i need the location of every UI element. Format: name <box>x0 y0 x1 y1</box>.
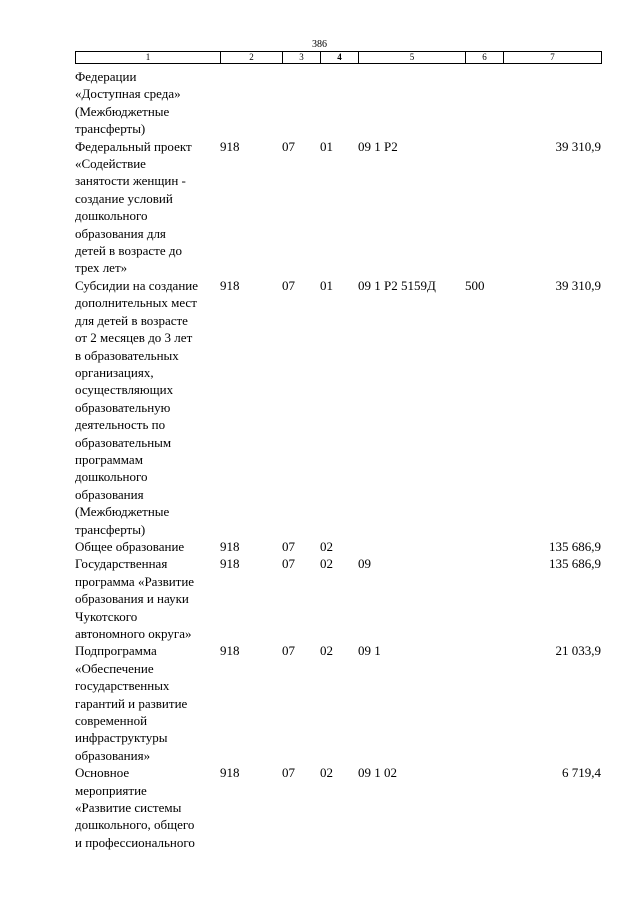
row-name-cell: Основное мероприятие «Развитие системы дошкольного, общего и профессионального <box>75 765 195 850</box>
column-header: 4 <box>321 52 359 64</box>
row-value-cell <box>282 68 320 138</box>
row-value-cell <box>320 68 358 138</box>
row-value-cell: 07 <box>282 556 295 572</box>
row-name-cell: Федерации «Доступная среда» (Межбюджетные трансферты) <box>75 69 181 137</box>
row-name-cell: Общее образование <box>75 538 185 554</box>
table-row <box>75 138 601 277</box>
row-value-cell: 07 <box>282 765 295 781</box>
column-header: 5 <box>359 52 466 64</box>
row-name-cell: Государственная программа «Развитие образования и науки Чукотского автономного округа» <box>75 556 195 641</box>
row-value-cell <box>465 68 503 138</box>
row-value-cell: 07 <box>282 138 295 154</box>
row-value-cell: 02 <box>320 643 333 659</box>
row-value-cell: 39 310,9 <box>555 277 601 293</box>
row-value-cell: 135 686,9 <box>549 538 601 554</box>
row-name-cell: Подпрограмма «Обеспечение государственных гарантий и развитие современной инфраструктуры образования» <box>75 643 188 763</box>
column-header: 7 <box>504 52 602 64</box>
row-value-cell: 09 1 P2 5159Д <box>358 277 436 293</box>
row-value-cell: 918 <box>220 138 240 154</box>
row-value-cell <box>465 538 503 555</box>
table-row <box>75 555 601 642</box>
column-header: 1 <box>76 52 221 64</box>
column-header: 2 <box>221 52 283 64</box>
row-name-cell: Федеральный проект «Содействие занятости женщин - создание условий дошкольного образования для детей в возрасте до трех лет» <box>75 138 192 276</box>
row-value-cell <box>465 555 503 642</box>
row-value-cell: 09 1 <box>358 643 381 659</box>
row-value-cell: 07 <box>282 277 295 293</box>
column-header-row <box>75 51 602 64</box>
row-value-cell: 01 <box>320 138 333 154</box>
row-value-cell <box>465 642 503 764</box>
row-value-cell: 918 <box>220 538 240 554</box>
budget-table <box>75 68 601 851</box>
row-value-cell: 918 <box>220 277 240 293</box>
row-value-cell: 07 <box>282 538 295 554</box>
row-value-cell: 918 <box>220 556 240 572</box>
row-value-cell: 02 <box>320 538 333 554</box>
row-value-cell <box>358 68 465 138</box>
page-number: 386 <box>312 39 327 50</box>
row-value-cell <box>465 764 503 851</box>
column-header: 3 <box>283 52 321 64</box>
row-value-cell <box>358 538 465 555</box>
row-value-cell <box>503 68 601 138</box>
row-value-cell: 02 <box>320 556 333 572</box>
row-value-cell: 07 <box>282 643 295 659</box>
row-name-cell: Субсидии на создание дополнительных мест для детей в возрасте от 2 месяцев до 3 лет в образовательных организациях, осуществляющих образовательную деятельность по образовательным программам дошкольного образования (Межбюджетные трансферты) <box>75 277 199 537</box>
column-header: 6 <box>466 52 504 64</box>
table-row <box>75 538 601 555</box>
row-value-cell: 39 310,9 <box>555 138 601 154</box>
table-row <box>75 68 601 138</box>
row-value-cell: 02 <box>320 765 333 781</box>
row-value-cell: 918 <box>220 643 240 659</box>
row-value-cell: 09 <box>358 556 371 572</box>
row-value-cell: 135 686,9 <box>549 556 601 572</box>
row-value-cell <box>220 68 282 138</box>
table-row <box>75 642 601 764</box>
row-value-cell <box>465 138 503 277</box>
row-value-cell: 6 719,4 <box>562 765 601 781</box>
table-row <box>75 277 601 538</box>
row-value-cell: 918 <box>220 765 240 781</box>
table-row <box>75 764 601 851</box>
row-value-cell: 09 1 P2 <box>358 138 398 154</box>
row-value-cell: 09 1 02 <box>358 765 397 781</box>
row-value-cell: 01 <box>320 277 333 293</box>
row-value-cell: 21 033,9 <box>555 643 601 659</box>
row-value-cell: 500 <box>465 277 485 293</box>
